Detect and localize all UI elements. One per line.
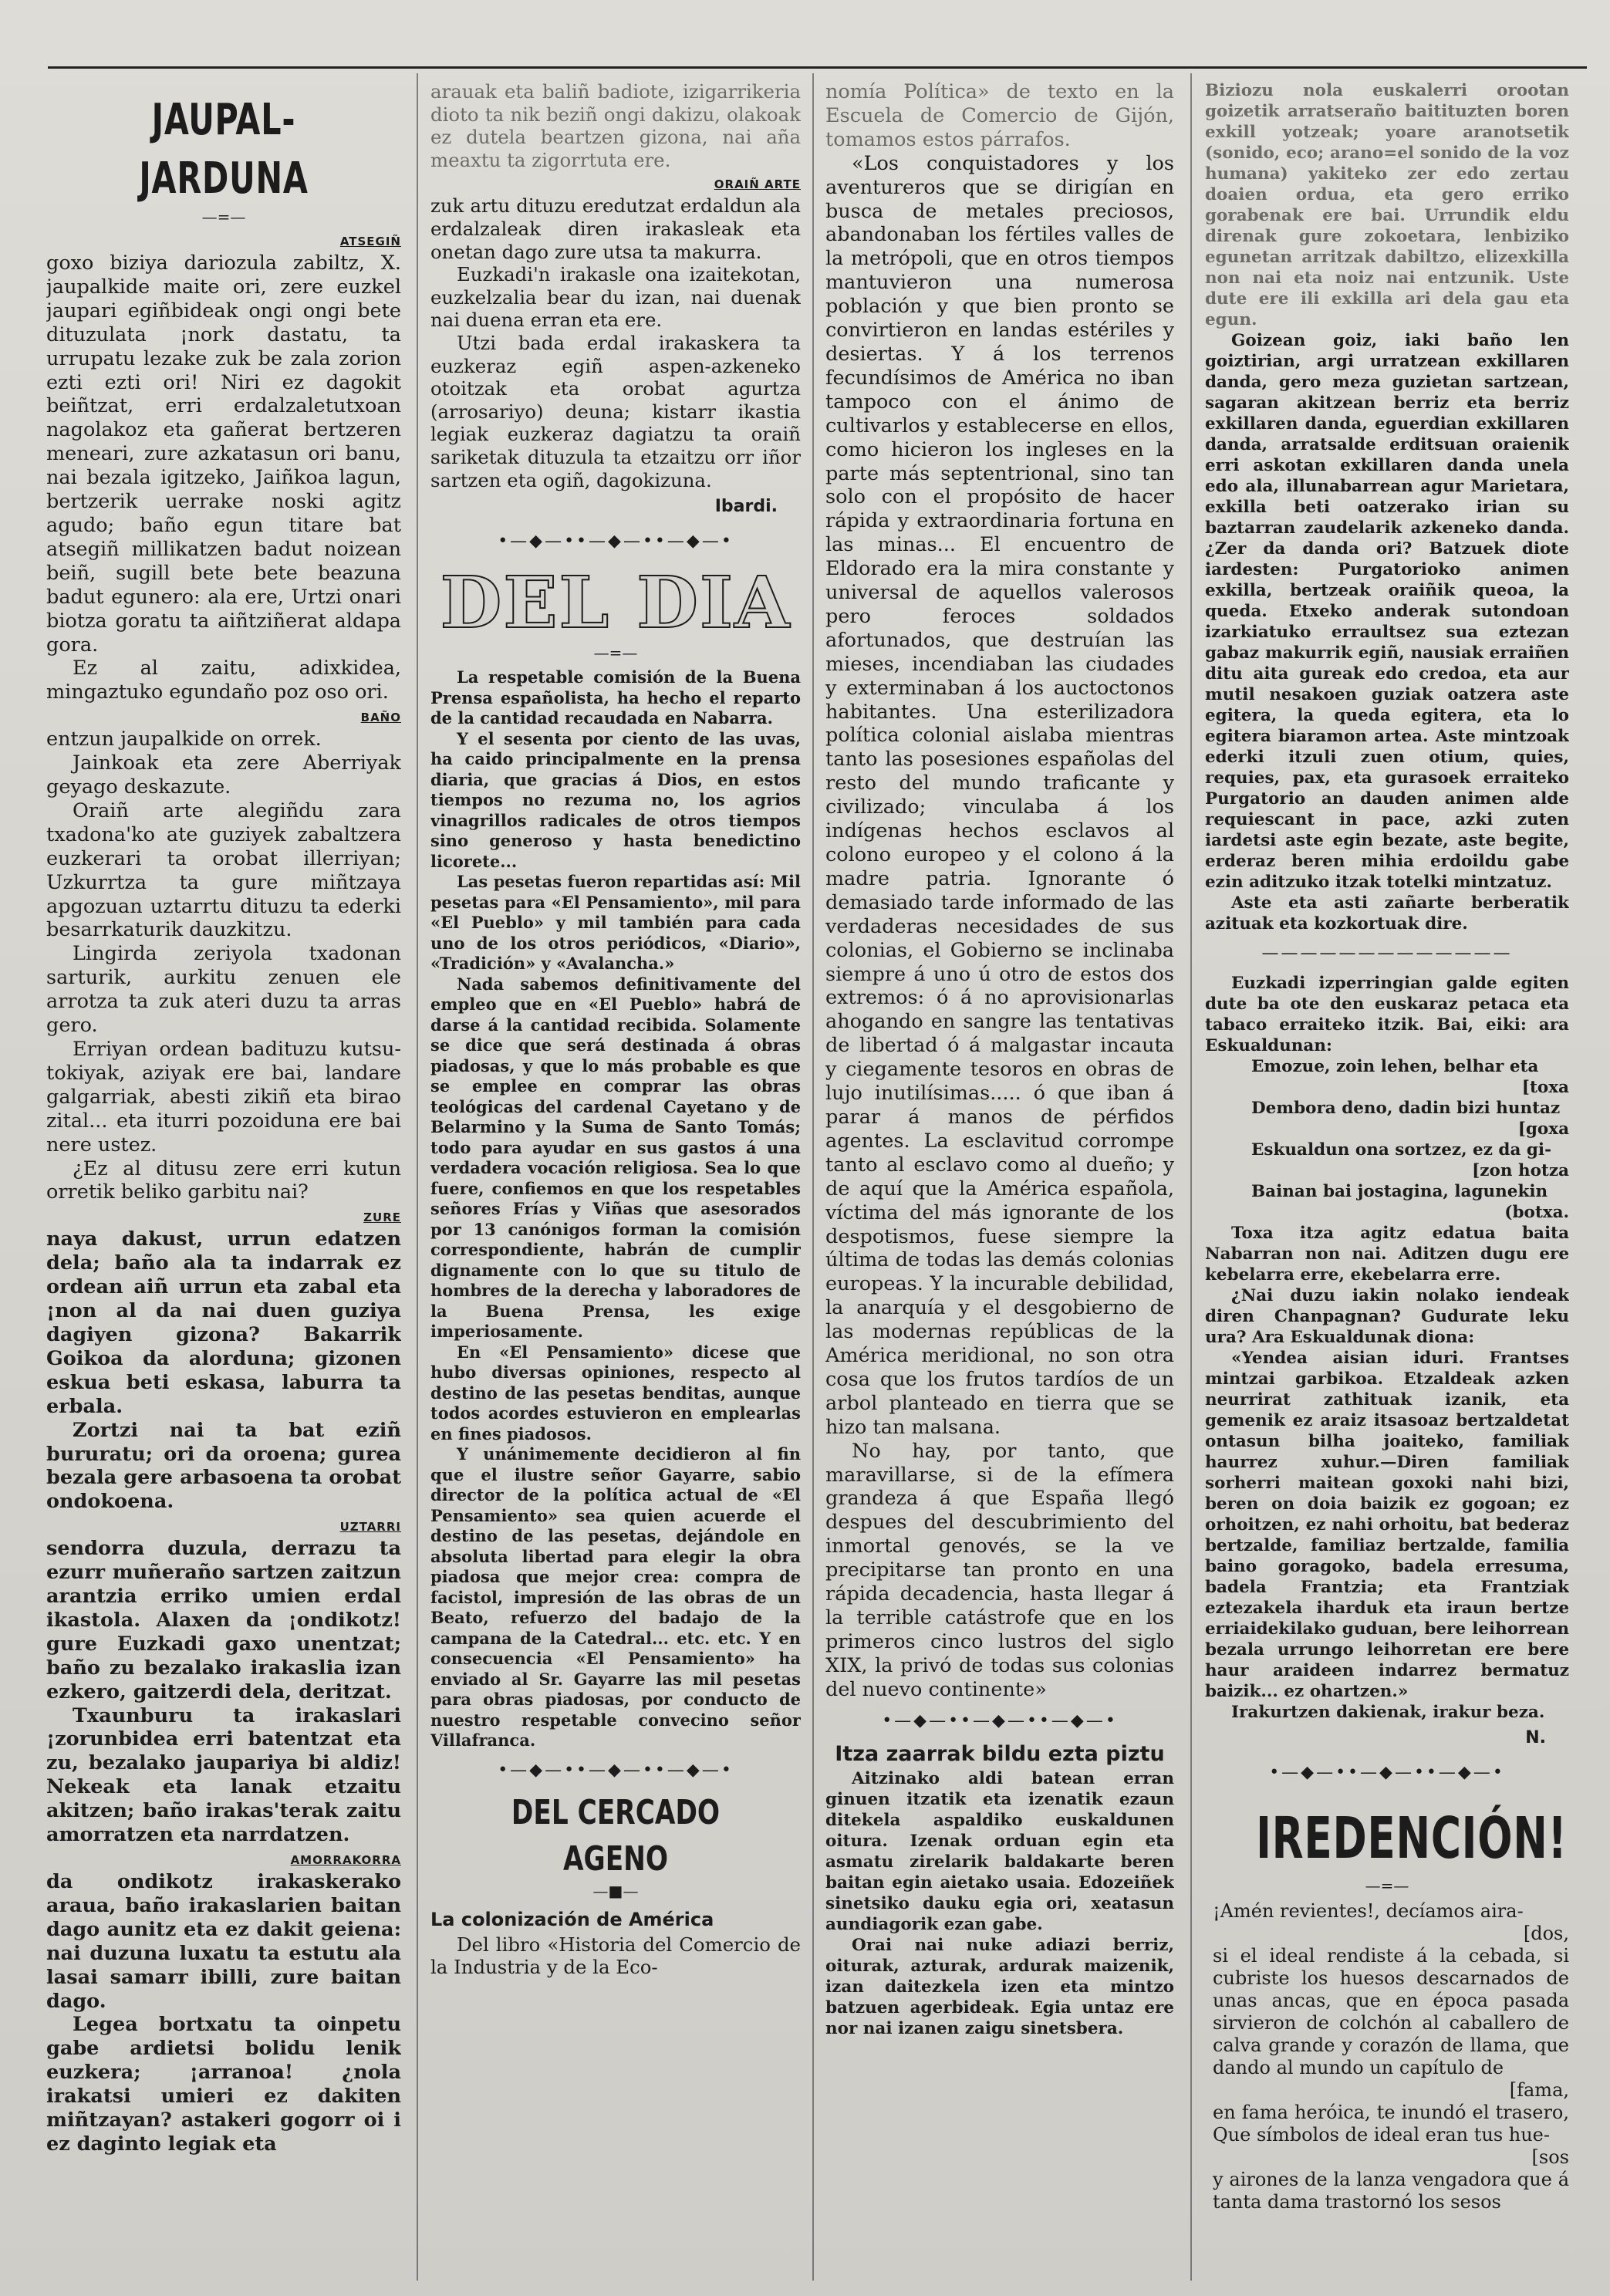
verse-line: ¡Amén revientes!, decíamos aira- [1213, 1900, 1524, 1922]
paragraph: Euzkadi'n irakasle ona izaitekotan, euzkelzalia bear du izan, nai duenak nai duena erran eta ere. [430, 263, 801, 332]
paragraph: Y el sesenta por ciento de las uvas, ha caido principalmente en la prensa diaria, que gracias á Dios, en estos tiempos no rezuma no, los agrios vinagrillos radicales de otros tiempos sino generoso y hasta benedictino licorete... [430, 728, 801, 871]
paragraph-label: ATSEGIÑ [339, 235, 401, 248]
paragraph: ¿Nai duzu iakin nolako iendeak diren Chanpagnan? Gudurate leku ura? Ara Eskualdunak diona: [1205, 1286, 1569, 1347]
paragraph: entzun jaupalkide on orrek. [46, 728, 322, 751]
paragraph: Utzi bada erdal irakaskera ta euzkeraz egiñ aspen-azkeneko otoitzak eta orobat agurtza (arrosariyo) deuna; kistarr ikastia legiak euzkeraz dagiatzu ta oraiñ sariketak dituzula ta etzaitzu orr iñor sartzen eta ogiñ, dagokizuna. [430, 331, 801, 491]
paragraph: Legea bortxatu ta oinpetu gabe ardietsi bolidu lenik euzkera; ¡arranoa! ¿nola irakatsi umieri ez dakiten miñtzayan? astakeri gogorr oi i ez daginto legiak eta [46, 2013, 401, 2156]
paragraph: Jainkoak eta zere Aberriyak geyago deskazute. [46, 751, 401, 799]
verse-line: Emozue, zoin lehen, belhar eta [1251, 1057, 1539, 1076]
article-headline: La colonización de América [430, 1908, 714, 1930]
column-3 [825, 80, 1174, 2281]
paragraph: Erriyan ordean badituzu kutsu-tokiyak, aziyak ere bai, landare galgarriak, abesti zikiñ eta birao zital... eta iturri pozoiduna ere bai nere ustez. [46, 1038, 401, 1156]
verse-line: [sos [1531, 2146, 1569, 2168]
article-headline: Itza zaarrak bildu ezta piztu [835, 1741, 1165, 1766]
column-rule-2 [812, 73, 814, 2281]
paragraph: arauak eta baliñ badiote, izigarrikeria dioto ta nik beziñ ongi dakizu, olakoak ez dutela beartzen gizona, nai aña meaxtu ta zigorrtuta ere. [430, 80, 801, 171]
paragraph: goxo biziya dariozula zabiltz, X. jaupalkide maite ori, zere euzkel jaupari egiñbideak ongi ongi bete dituzulata ¡nork dastatu, ta urrupatu lezake zuk be zala zorion ezti ezti ori! Niri ez dagokit beiñtzat, erri erdalzaletutxoan nagolakoz eta gañerat bertzeren meneari, zure azkatasun ori banu, nai bezala igitzeko, Jaiñkoa lagun, bertzerik uerrake noski agitz agudo; baño egun titare bat atsegiñ millikatzen badut noizean beiñ, sugill bete bete beazuna badut egunero: ala ere, Urtzi onari biotza goratu ta aiñtziñerat aldapa gora. [46, 252, 401, 657]
verse-line: [fama, [1509, 2079, 1569, 2101]
paragraph: Biziozu nola euskalerri orootan goizetik arratseraño baitituzten boren exkill yotzeak; yoare aranotsetik (sonido, eco; arano=el sonido de la voz humana) yakiteko zer edo zertau doaien ordua, eta gero erriko gorabenak ere bai. Urrundik eldu direnak gure zokoetara, lenbiziko egunetan arritzak dabiltzo, elizexkilla non nai eta noiz nai entzunik. Uste dute ere ili exkilla ari dela gau eta egun. [1205, 81, 1569, 329]
column-2 [430, 80, 801, 2281]
paragraph: Toxa itza agitz edatua baita Nabarran non nai. Aditzen dugu ere kebelarra erre, ekebelarra erre. [1205, 1224, 1569, 1285]
paragraph: Aitzinako aldi batean erran ginuen itzatik eta izenatik ezaun ditekela aspaldiko euskaldunen oitura. Izenak orduan egin eta asmatu zirelarik baldakarte beren baitan egin aietako usaia. Edozeiñek sinetsiko dauku egia ori, xeatasun aundiagorik ezan gabe. [825, 1768, 1174, 1934]
paragraph: Txaunburu ta irakaslari ¡zorunbidea erri batentzat eta zu, bezalako jaupariya bi aldiz! Nekeak eta lanak etzaitu akitzen; baño irakas'terak zaitu amorratzen eta narrdatzen. [46, 1703, 401, 1847]
column-4 [1205, 80, 1569, 2281]
section-title-jaupal-jarduna: JAUPAL-JARDUNA [139, 95, 309, 204]
verse-line: [dos, [1523, 1923, 1569, 1944]
paragraph: Lingirda zeriyola txadonan sarturik, aurkitu zenuen ele arrotza ta zuk ateri duzu ta arras gero. [46, 942, 401, 1038]
top-rule [48, 66, 1587, 69]
ornament-divider: •—◆—••—◆—••—◆—• [882, 1710, 1118, 1730]
paragraph-label: AMORRAKORRA [290, 1853, 401, 1867]
ornament-divider: •—◆—••—◆—••—◆—• [498, 1760, 734, 1780]
paragraph: Las pesetas fueron repartidas así: Mil pesetas para «El Pensamiento», mil para «El Pueblo» y mil también para cada uno de los otros periódicos, «Diario», «Tradición» y «Avalancha.» [430, 872, 801, 974]
paragraph: Goizean goiz, iaki baño len goiztirian, argi urratzean exkillaren danda, gero meza guzietan sartzean, sagaran akitzean berriz eta berriz exkillaren danda, eguerdian exkillaren danda, arratsalde erditsuan oraienik erri askotan exkillaren danda unela edo ala, illunabarrean agur Marietara, exkilla beti oatzerako irian su baztarran zaudelarik azkeneko danda. ¿Zer da danda ori? Batzuek diote iardesten: Purgatorioko animen exkilla, bertzeak oraiñik queoa, la queda. Etxeko anderak sutondoan izarkiatuko erraultsez sua eztezan gabaz makurrik egiñ, nausiak erraiñen ditu aita gureak edo credoa, eta aur mutil nesakoen guziak oatzera aste egitera, la queda egitera, eta lo egitera biaramon artea. Aste mintzoak ederki itzuli zuen otium, quies, requies, pax, eta gurasoek erraiteko Purgatorio an dauden animen alde requiescant in pace, azki zuten iardetsi aste egin bezate, aste begite, erderaz beren mihia erdoildu gabe ezin aditzuko itzak totelki mintzatuz. [1205, 331, 1569, 892]
paragraph: En «El Pensamiento» dicese que hubo diversas opiniones, respecto al destino de las pesetas benditas, aunque todos acordes estuvieron en emplearlas en fines piadosos. [430, 1342, 801, 1443]
title-divider: —=— [1365, 1876, 1409, 1895]
title-divider: —=— [201, 208, 246, 226]
paragraph: Del libro «Historia del Comercio de la Industria y de la Eco- [430, 1933, 801, 1979]
verse-line: [toxa [1521, 1078, 1569, 1097]
paragraph: «Yendea aisian iduri. Frantses mintzai garbikoa. Etzaldeak azken neurrirat zathituak izanik, eta gemenik ez araiz itsasoaz bertzaldetat ontasun bilha joaiteko, familiak haurrez xuhur.—Diren familiak sorherri maitean goxoki nahi bizi, beren on doia baizik ez gogoan; ez orhoitzen, ez nahi orhoitu, bat bederaz bertzalde, familiaz bertzalde, familia baino goragoko, badela erresuma, badela Frantzia; eta Frantziak eztezakela iharduk eta iraun bertze erriaidekilako guduan, bere leihorrean bezala urrungo leihorretan ere bere haur araideen indarrez bermatuz baizik... ez ohartzen.» [1205, 1349, 1569, 1701]
verse-line: y airones de la lanza vengadora que á tanta dama trastornó los sesos [1213, 2169, 1569, 2213]
paragraph: Orai nai nuke adiazi berriz, oiturak, azturak, ardurak maizenik, izan daitezkela izen eta mintzo batzuen agerbideak. Egia untaz ere nor nai izanen zaigu sinetsbera. [825, 1935, 1174, 2038]
title-divider: —■— [592, 1881, 639, 1900]
paragraph-label: ZURE [363, 1210, 401, 1225]
paragraph: Aste eta asti zañarte berberatik azituak eta kozkortuak dire. [1205, 893, 1569, 934]
paragraph: Nada sabemos definitivamente del empleo que en «El Pueblo» habrá de darse á la cantidad recibida. Solamente se dice que será destinada á obras piadosas, y que lo más probable es que se emplee en comprar las obras teológicas del cardenal Cayetano y de Belarmino y la Suma de Santo Tomás; todo para ayudar en sus gastos á una verdadera vocación religiosa. Sea lo que fuere, confiemos en que los respetables señores Frías y Viñas que asesorados por 13 canónigos forman la comisión correspondiente, habrán de cumplir dignamente con lo que su titulo de hombres de la derecha y laboradores de la Buena Prensa, les exige imperiosamente. [430, 974, 801, 1342]
paragraph: naya dakust, urrun edatzen dela; baño ala ta indarrak ez ordean aiñ urrun eta zabal eta ¡non al da nai duen guziya dagiyen gizona? Bakarrik Goikoa da alorduna; gizonen eskua beti eskasa, laburra ta erbala. [46, 1227, 401, 1418]
paragraph: Irakurtzen dakienak, irakur beza. [1231, 1703, 1545, 1722]
column-1 [46, 80, 401, 2281]
verse-line: Bainan bai jostagina, lagunekin [1251, 1182, 1548, 1201]
ornament-divider: •—◆—••—◆—••—◆—• [498, 532, 734, 552]
ornament-divider: •—◆—••—◆—••—◆—• [1269, 1763, 1505, 1782]
paragraph: Euzkadi izperringian galde egiten dute ba ote den euskaraz petaca eta tabaco erraiteko itzik. Bai, eiki: ara Eskualdunan: [1205, 974, 1569, 1055]
signature: N. [1525, 1728, 1546, 1747]
paragraph: da ondikotz irakaskerako araua, baño irakaslarien baitan dago aunitz eta ez dakit geiena: nai duzuna luxatu ta estutu ala lasai samarr ibilli, zure baitan dago. [46, 1870, 401, 2013]
section-title-del-cercado-ageno: DEL CERCADO AGENO [511, 1792, 721, 1879]
column-rule-3 [1190, 73, 1192, 2281]
paragraph: ¿Ez al ditusu zere erri kutun orretik beliko garbitu nai? [46, 1156, 401, 1204]
verse-line: (botxa. [1504, 1203, 1569, 1222]
title-divider: —=— [593, 643, 638, 663]
section-title-del-dia: DEL DIA [440, 561, 791, 645]
paragraph: La respetable comisión de la Buena Prensa españolista, ha hecho el reparto de la cantidad recaudada en Nabarra. [430, 667, 801, 728]
paragraph: zuk artu dituzu eredutzat erdaldun ala erdalzaleak diren irakasleak eta onetan dago zure utsa ta makurra. [430, 194, 801, 263]
paragraph: Zortzi nai ta bat eziñ bururatu; ori da oroena; gurea bezala gere arbasoena ta orobat ondokoena. [46, 1418, 401, 1514]
verse-line: Eskualdun ona sortzez, ez da gi- [1251, 1140, 1552, 1160]
verse-line: [goxa [1517, 1119, 1569, 1139]
paragraph: nomía Política» de texto en la Escuela de Comercio de Gijón, tomamos estos párrafos. [825, 80, 1174, 151]
verse-line: Dembora deno, dadin bizi huntaz [1251, 1099, 1561, 1118]
paragraph-label: ORAIÑ ARTE [714, 177, 801, 192]
paragraph-label: BAÑO [360, 711, 401, 725]
paragraph: sendorra duzula, derrazu ta ezurr muñeraño sartzen zaitzun arantzia erriko umien erdal ikastola. Alaxen da ¡ondikotz! gure Euzkadi gaxo unentzat; baño zu bezalako irakaslia izan ezkero, gaitzerdi dela, deritzat. [46, 1537, 401, 1703]
rule-divider: ————————————— [1261, 944, 1513, 963]
verse-line: si el ideal rendiste á la cebada, si cubriste los huesos descarnados de unas ancas, que en época pasada sirvieron de colchón al caballero de calva grande y corazón de llama, que dando al mundo un capítulo de [1213, 1945, 1569, 2078]
verse-line: [zon hotza [1472, 1161, 1569, 1180]
paragraph: Y unánimemente decidieron al fin que el ilustre señor Gayarre, sabio director de la política actual de «El Pensamiento» sea quien acuerde el destino de las pesetas, dejándole en absoluta libertad para elegir la obra piadosa que mejor crea: compra de facistol, impresión de las obras de un Beato, refuerzo del badajo de la campana de la Catedral... etc. etc. Y en consecuencia «El Pensamiento» ha enviado al Sr. Gayarre las mil pesetas para obras piadosas, por conducto de nuestro respetable convecino señor Villafranca. [430, 1444, 801, 1751]
paragraph: No hay, por tanto, que maravillarse, si de la efímera grandeza á que España llegó despues del descubrimiento del inmortal genovés, se la ve precipitarse tan pronto en una rápida decadencia, hasta llegar á la terrible catástrofe que en los primeros cinco lustros del siglo XIX, la privó de todas sus colonias del nuevo continente» [825, 1439, 1174, 1701]
column-rule-1 [417, 73, 418, 2281]
paragraph: «Los conquistadores y los aventureros que se dirigían en busca de metales preciosos, abandonaban los fértiles valles de la metrópoli, que en otros tiempos mantuvieron una numerosa población y que bien pronto se convirtieron en landas estériles y desiertas. Y á los terrenos fecundísimos de América no iban tampoco con el ánimo de cultivarlos y establecerse en ellos, como hicieron los ingleses en la parte más septentrional, sino tan solo con el propósito de hacer rápida y extraordinaria fortuna en las minas... El encuentro de Eldorado era la mira constante y universal de aquellos valerosos pero feroces soldados afortunados, que destruían las mieses, incendiaban las ciudades y exterminaban á los auctoctonos habitantes. Una esterilizadora política colonial aislaba mientras tanto las posesiones españolas del resto del mundo traficante y civilizado; vinculaba á los indígenas hechos esclavos al colono europeo y el colono á la madre patria. Ignorante ó demasiado tarde informado de las verdaderas necesidades de sus colonias, el Gobierno se inclinaba siempre á uno ú otro de estos dos extremos: ó á no aprovisionarlas ahogando en sangre las tentativas de libertad ó á malgastar incauta y ciegamente tesoros en obras de lujo inutilísimas..... ó que iban á parar á manos de pérfidos agentes. La esclavitud corrompe tanto al esclavo como al dueño; y de aquí que la América española, víctima del más ignorante de los despotismos, fuese siempre la última de todas las demás colonias europeas. Y la incurable debilidad, la anarquía y el desgobierno de las modernas repúblicas de la América meridional, no son otra cosa que los frutos tardíos de un arbol planteado en tierra que se hizo tan malsana. [825, 151, 1174, 1439]
paragraph: Oraiñ arte alegiñdu zara txadona'ko ate guziyek zabaltzera euzkerari ta orobat illerriyan; Uzkurrtza ta gure miñtzaya apgozuan uztarrtu dituzu ta ederki besarrkaturik dauzkitzu. [46, 799, 401, 942]
paragraph-label: UZTARRI [339, 1520, 401, 1535]
signature: Ibardi. [714, 497, 778, 517]
paragraph: Ez al zaitu, adixkidea, mingaztuko egundaño poz oso ori. [46, 657, 401, 704]
verse-line: en fama heróica, te inundó el trasero, Que símbolos de ideal eran tus hue- [1213, 2102, 1569, 2146]
section-title-iredencion: IREDENCIÓN! [1256, 1805, 1568, 1872]
